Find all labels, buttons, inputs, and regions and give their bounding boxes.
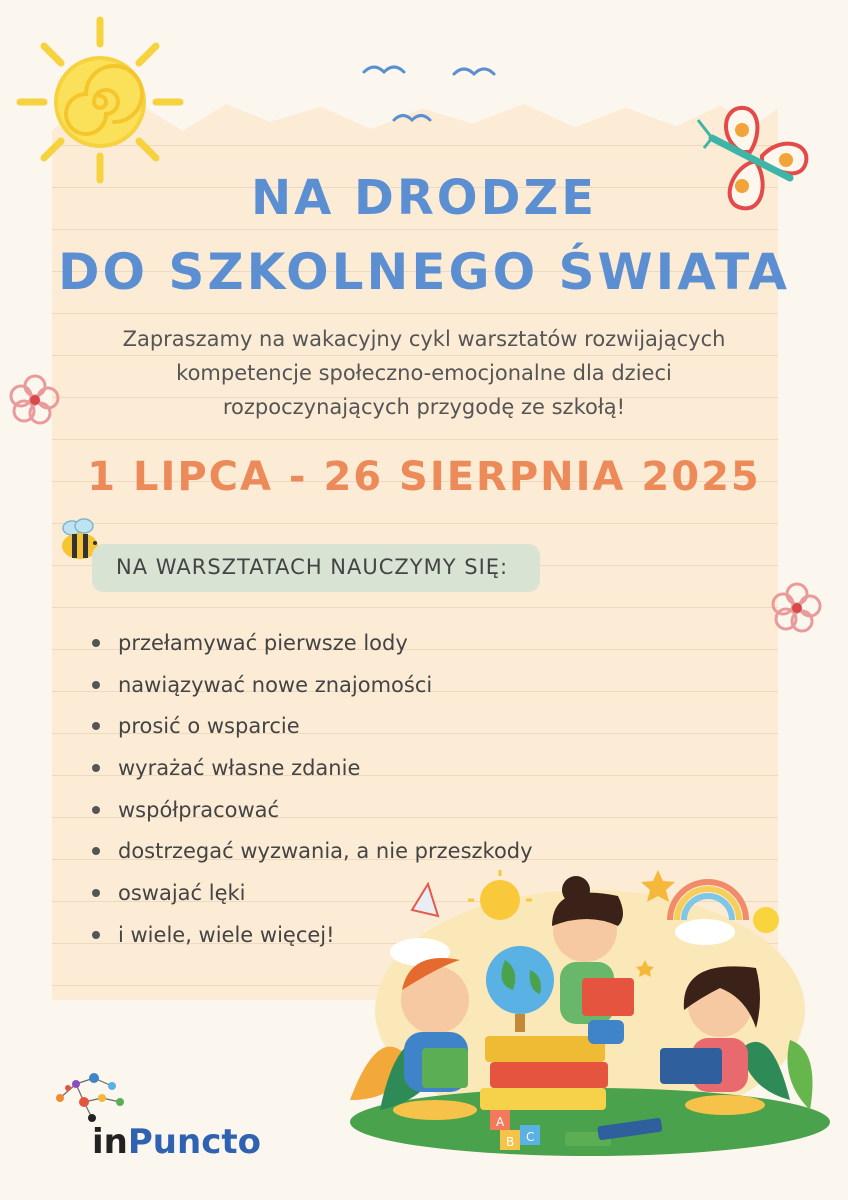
sun-icon [10,10,190,190]
list-item: dostrzegać wyzwania, a nie przeszkody [92,830,533,872]
inpuncto-logo [92,1122,261,1162]
bullet-icon [92,764,100,772]
list-item: oswajać lęki [92,872,533,914]
logo-prefix: in [92,1122,128,1162]
logo-name: Puncto [127,1122,261,1162]
list-item: wyrażać własne zdanie [92,747,533,789]
section-label-pill [92,544,540,592]
bullet-icon [92,639,100,647]
inpuncto-logo-icon [50,1068,134,1124]
birds-icon [350,60,520,140]
title-line-2: DO SZKOLNEGO ŚWIATA [58,243,790,301]
list-item: współpracować [92,789,533,831]
bullet-icon [92,681,100,689]
bullet-icon [92,889,100,897]
list-item: prosić o wsparcie [92,705,533,747]
block-a: A [496,1115,505,1129]
list-item: przełamywać pierwsze lody [92,622,533,664]
title-line-1: NA DRODZE [250,170,598,226]
block-c: C [526,1130,535,1144]
list-item: nawiązywać nowe znajomości [92,664,533,706]
children-reading-illustration [340,860,840,1160]
section-label: NA WARSZTATACH NAUCZYMY SIĘ: [116,555,509,579]
intro-line-2: kompetencje społeczno-emocjonalne dla dzieci [176,361,672,385]
flower-icon [8,372,62,426]
bullet-icon [92,931,100,939]
block-b: B [506,1135,515,1149]
list-item: i wiele, wiele więcej! [92,914,533,956]
bullet-icon [92,806,100,814]
intro-line-1: Zapraszamy na wakacyjny cykl warsztatów rozwijających [122,327,726,351]
intro-line-3: rozpoczynających przygodę ze szkołą! [222,395,626,419]
bullet-icon [92,722,100,730]
date-range: 1 LIPCA - 26 SIERPNIA 2025 [87,454,761,500]
intro-text [60,322,788,424]
bullet-icon [92,847,100,855]
flower-icon [770,580,824,634]
